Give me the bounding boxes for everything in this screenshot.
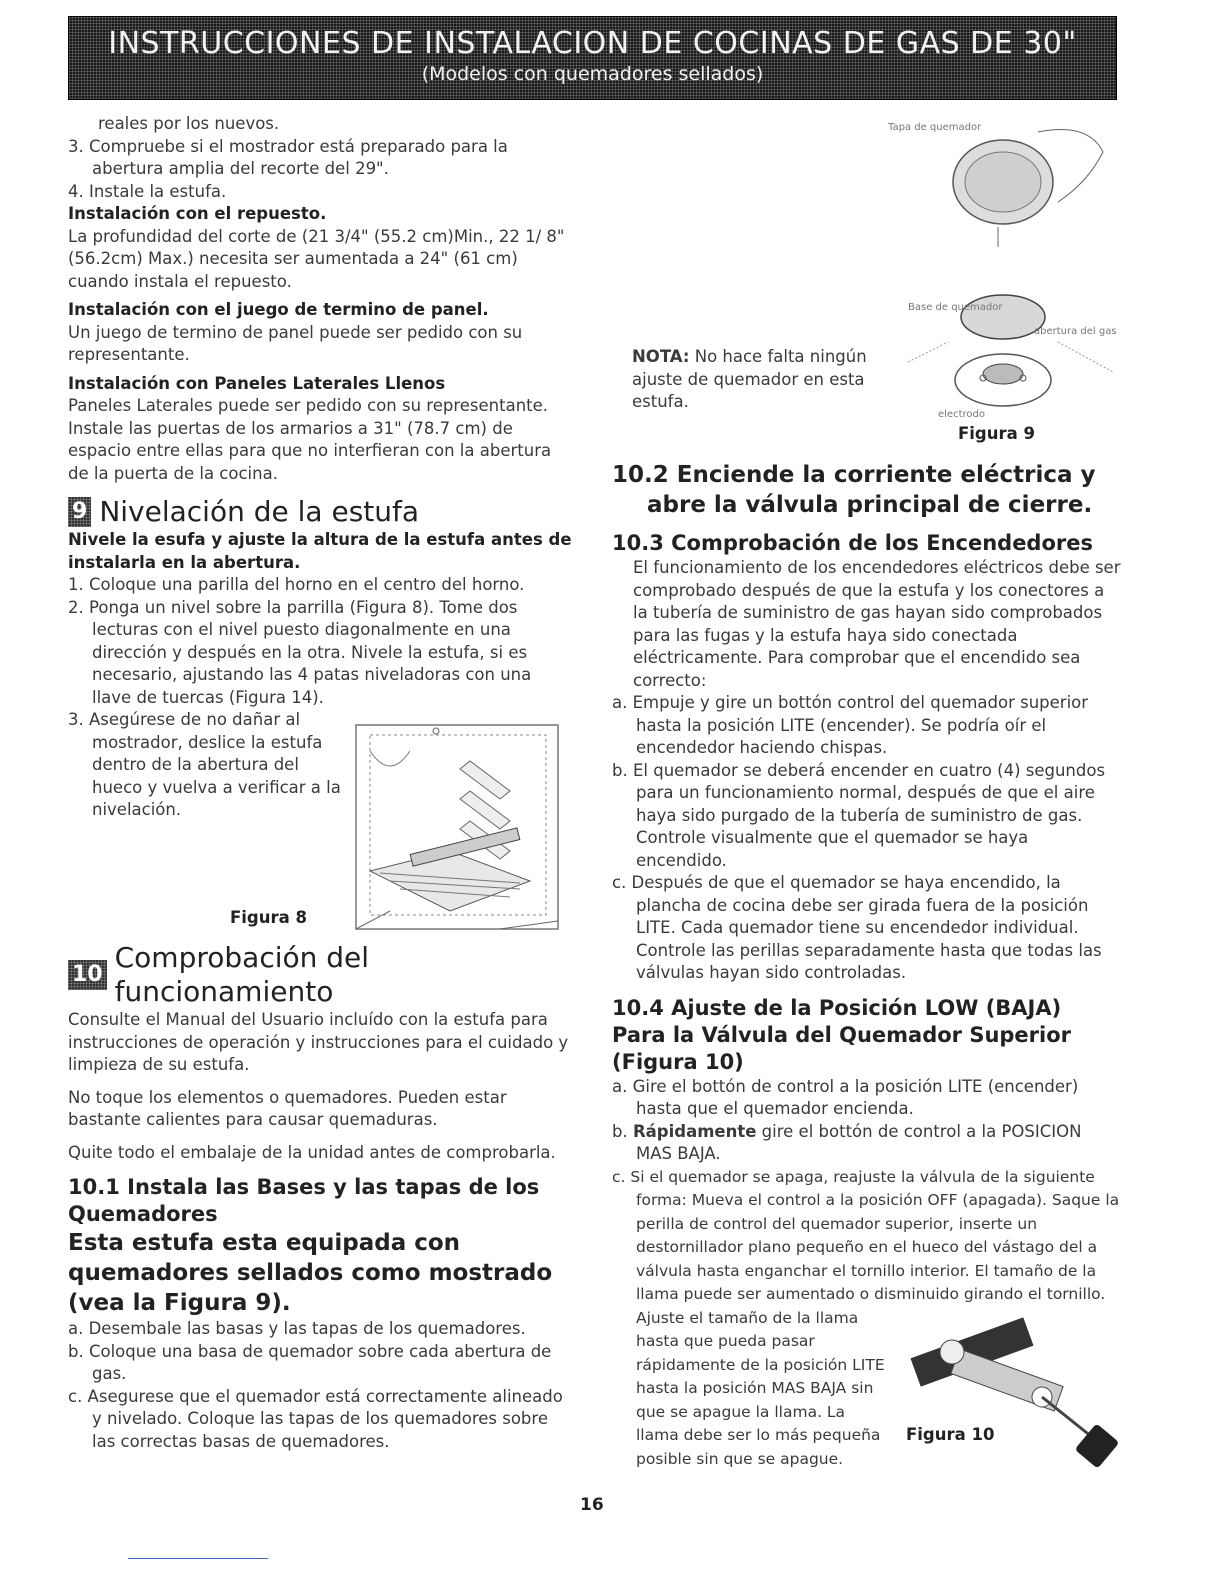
section-10-3-paragraph: El funcionamiento de los encendedores eléctricos debe ser comprobado después de que la estufa y los conectores a la tubería de suministro de gas hayan sido comprobados para las fugas y la estufa haya sido conectada eléctricamente. Para comprobar que el encendido sea correcto: bbox=[633, 558, 1121, 690]
figure-9-burner-illustration bbox=[888, 112, 1118, 418]
footer-rule bbox=[128, 1558, 268, 1559]
figure-8-oven-illustration bbox=[350, 721, 566, 935]
figure-9-label-electrodo: electrodo bbox=[938, 409, 985, 418]
page-number: 16 bbox=[580, 1495, 604, 1515]
section-10-4-step-b bbox=[612, 1121, 1122, 1166]
repuesto-heading: Instalación con el repuesto. bbox=[68, 204, 327, 223]
figure-8-caption: Figura 8 bbox=[230, 908, 307, 927]
section-10-4-heading: 10.4 Ajuste de la Posición LOW (BAJA) Para la Válvula del Quemador Superior (Figura 10) bbox=[612, 995, 1072, 1074]
document-subtitle: (Modelos con quemadores sellados) bbox=[421, 63, 764, 85]
document-title: INSTRUCCIONES DE INSTALACION DE COCINAS DE GAS DE 30" bbox=[108, 26, 1077, 61]
figure-9-area bbox=[612, 112, 1122, 446]
section-10-3-step-b: b. El quemador se deberá encender en cuatro (4) segundos para un funcionamiento normal, después de que el aire haya sido purgado de la tubería de suministro de gas. Controle visualmente que el quemador se haya encendido. bbox=[612, 760, 1106, 870]
section-9-subheading: Nivele la esufa y ajuste la altura de la estufa antes de instalarla en la abertura. bbox=[68, 530, 572, 572]
section-10-1-subheading: Esta estufa esta equipada con quemadores sellados como mostrado (vea la Figura 9). bbox=[68, 1230, 553, 1316]
section-10-1-heading: 10.1 Instala las Bases y las tapas de los Quemadores bbox=[68, 1175, 540, 1226]
section-10-heading bbox=[68, 941, 573, 1009]
panel-text: Un juego de termino de panel puede ser pedido con su representante. bbox=[68, 322, 523, 364]
section-9-title: Nivelación de la estufa bbox=[99, 495, 420, 528]
section-10-1-step-b: b. Coloque una basa de quemador sobre cada abertura de gas. bbox=[68, 1341, 552, 1383]
step-b-rest: gire el bottón de control a la POSICION MAS BAJA. bbox=[636, 1121, 1082, 1163]
step-b-prefix: b. bbox=[612, 1121, 633, 1141]
laterales-heading: Instalación con Paneles Laterales Llenos bbox=[68, 373, 446, 393]
figure-9-label-abertura: abertura del gas bbox=[1034, 326, 1117, 337]
section-9-badge: 9 bbox=[68, 497, 91, 527]
nota-label: NOTA: bbox=[632, 347, 690, 366]
nota-paragraph bbox=[632, 346, 890, 414]
section-10-paragraph-1: Consulte el Manual del Usuario incluído con la estufa para instrucciones de operación y instrucciones para el cuidado y limpieza de su estufa. bbox=[68, 1010, 569, 1074]
section-10-3-step-c: c. Después de que el quemador se haya encendido, la plancha de cocina debe ser girada fuera de la posición LITE. Cada quemador tiene su encendedor individual. Controle las perillas separadamente hasta que todas las válvulas hayan sido controladas. bbox=[612, 873, 1102, 982]
section-9-heading bbox=[68, 495, 573, 529]
section-10-4-step-c: c. Si el quemador se apaga, reajuste la válvula de la siguiente forma: Mueva el control a la posición OFF (apagada). Saque la perilla de control del quemador superior, inserte un destornillador plano pequeño en el hueco del vástago del a válvula hasta enganchar el tornillo interior. El tamaño de la llama puede ser aumentado o disminuido girando el tornillo. bbox=[612, 1167, 1120, 1303]
section-10-4-step-c-continued: Ajuste el tamaño de la llama hasta que pueda pasar rápidamente de la posición LITE hasta la posición MAS BAJA sin que se apague la llama. La llama debe ser lo más pequeña posible sin que se apague. bbox=[636, 1308, 885, 1468]
figure-9-label-base: Base de quemador bbox=[908, 302, 1003, 313]
figure-10-valve-illustration bbox=[892, 1297, 1122, 1477]
section-10-1-step-c: c. Asegurese que el quemador está correctamente alineado y nivelado. Coloque las tapas de los quemadores sobre las correctas basas de quemadores. bbox=[68, 1386, 563, 1451]
right-column bbox=[612, 460, 1122, 1479]
list-item-3: 3. Compruebe si el mostrador está preparado para la abertura amplia del recorte del 29". bbox=[68, 136, 508, 178]
section-10-1-step-a: a. Desembale las basas y las tapas de los quemadores. bbox=[68, 1319, 526, 1338]
step-c-with-figure bbox=[612, 1307, 1122, 1479]
section-10-2-heading: 10.2 Enciende la corriente eléctrica y abre la válvula principal de cierre. bbox=[612, 462, 1096, 518]
section-10-title: Comprobación del funcionamiento bbox=[114, 941, 370, 1008]
laterales-text: Paneles Laterales puede ser pedido con su representante. Instale las puertas de los armarios a 31" (78.7 cm) de espacio entre ellas para que no interfieran con la abertura de la puerta de la cocina. bbox=[68, 396, 552, 483]
section-10-3-step-a: a. Empuje y gire un bottón control del quemador superior hasta la posición LITE (encender). Se podría oír el encendedor haciendo chispas. bbox=[612, 693, 1089, 757]
section-9-step-3: 3. Asegúrese de no dañar al mostrador, deslice la estufa dentro de la abertura del hueco y vuelva a verificar a la nivelación. bbox=[68, 710, 341, 819]
section-10-badge: 10 bbox=[68, 960, 107, 990]
nota-text: No hace falta ningún ajuste de quemador en esta estufa. bbox=[632, 347, 867, 411]
repuesto-text: La profundidad del corte de (21 3/4" (55.2 cm)Min., 22 1/ 8" (56.2cm) Max.) necesita ser aumentada a 24" (61 cm) cuando instala el repuesto. bbox=[68, 226, 565, 291]
section-9-step-1: 1. Coloque una parilla del horno en el centro del horno. bbox=[68, 575, 525, 594]
section-10-4-step-a: a. Gire el bottón de control a la posición LITE (encender) hasta que el quemador encienda. bbox=[612, 1076, 1079, 1118]
figure-9-label-tapa: Tapa de quemador bbox=[888, 122, 982, 133]
section-10-paragraph-2: No toque los elementos o quemadores. Pueden estar bastante calientes para causar quemaduras. bbox=[68, 1087, 507, 1129]
panel-heading: Instalación con el juego de termino de panel. bbox=[68, 300, 489, 319]
section-10-3-heading: 10.3 Comprobación de los Encendedores bbox=[612, 531, 1093, 555]
continued-text: reales por los nuevos. bbox=[98, 114, 280, 133]
figure-10-caption: Figura 10 bbox=[906, 1424, 995, 1444]
step-b-bold: Rápidamente bbox=[632, 1121, 757, 1141]
list-item-4: 4. Instale la estufa. bbox=[68, 181, 227, 201]
section-9-step-2: 2. Ponga un nivel sobre la parrilla (Figura 8). Tome dos lecturas con el nivel puesto diagonalmente en una dirección y después en la otra. Nivele la estufa, si es necesario, ajustando las 4 patas niveladoras con una llave de tuercas (Figura 14). bbox=[68, 597, 532, 707]
section-10-paragraph-3: Quite todo el embalaje de la unidad antes de comprobarla. bbox=[68, 1142, 556, 1162]
step-3-with-figure bbox=[68, 709, 573, 931]
left-column bbox=[68, 113, 573, 1453]
header-banner bbox=[68, 16, 1117, 100]
figure-9-caption: Figura 9 bbox=[958, 424, 1035, 443]
